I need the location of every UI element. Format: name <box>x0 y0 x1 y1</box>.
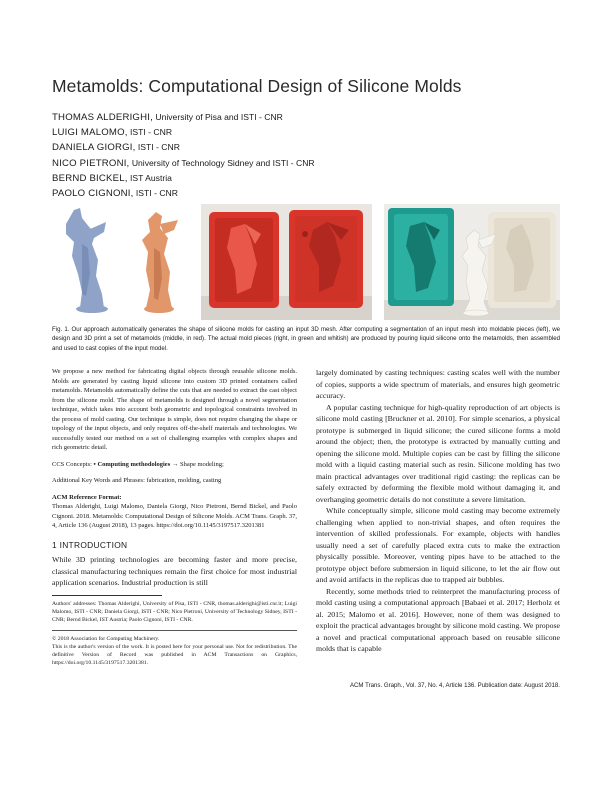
author-line <box>52 125 315 140</box>
segmented-statue-image <box>52 204 197 320</box>
authors-addresses-footnote: Authors' addresses: Thomas Alderighi, University of Pisa, ISTI - CNR, thomas.alderighi@isti.cnr.it; Luigi Malomo, ISTI - CNR; Daniela Giorgi, ISTI - CNR; Nico Pietroni, University of Technology Sidney, ISTI - CNR; Bernd Bickel, IST Austria; Paolo Cignoni, ISTI - CNR. <box>52 600 297 623</box>
ccs-concepts <box>52 460 297 470</box>
author-name: THOMAS ALDERIGHI, <box>52 112 153 123</box>
left-column <box>52 367 297 673</box>
body-paragraph: largely dominated by casting techniques: casting scales well with the number of copies, supports a wide spectrum of materials, and ensures high geometric accuracy. <box>316 368 560 400</box>
figure-caption: Fig. 1. Our approach automatically generates the shape of silicone molds for casting an input 3D mesh. After computing a segmentation of an input mesh into moldable pieces (left), we design and 3D print a set of metamolds (middle, in red). The actual mold pieces (right, in green and whitish) are produced by pouring liquid silicone onto the metamolds, then assembled and used to cast copies of the input model. <box>52 326 560 352</box>
footnote-divider <box>52 595 162 596</box>
section-heading: 1 INTRODUCTION <box>52 539 128 550</box>
abstract: We propose a new method for fabricating digital objects through reusable silicone molds. Molds are generated by casting liquid silicone into custom 3D printed containers called metamolds. Metamolds automatically define the cuts that are needed to extract the cast object from the silicone mold. The shape of metamolds is designed through a novel segmentation technique, which takes into account both geometric and topological constraints involved in the process of mold casting. Our technique is simple, does not require changing the shape or topology of the input objects, and only requires off-the-shelf materials and technologies. We successfully tested our method on a set of challenging examples with complex shapes and rich geometric detail. <box>52 368 297 451</box>
reference-format-text: Thomas Alderighi, Luigi Malomo, Daniela Giorgi, Nico Pietroni, Bernd Bickel, and Paolo Cignoni. 2018. Metamolds: Computational Design of Silicone Molds. ACM Trans. Graph. 37, 4, Article 136 (August 2018), 13 pages. https://doi.org/10.1145/3197517.3201381 <box>52 503 297 529</box>
ccs-detail: → Shape modeling; <box>170 460 224 468</box>
metamolds-photo <box>201 204 372 320</box>
author-affiliation: ISTI - CNR <box>135 142 180 153</box>
body-paragraph: A popular casting technique for high-quality reproduction of art objects is silicone mold casting [Bruckner et al. 2010]. For simple scenarios, a physical prototype is submerged in liquid silicone; the cured silicone forms a mold around the object; then, the prototype is extracted by manually cutting and opening the silicone mold. Multiple copies can be cast by filling the silicone mold with a liquid casting material such as resin. Silicone molding has two main practical advantages over traditional rigid casting: the replicas can be safely extracted by deforming the flexible mold without damaging it, and overhanging geometric details do not constitute a severe limitation. <box>316 402 560 504</box>
author-affiliation: University of Pisa and ISTI - CNR <box>152 112 283 122</box>
author-affiliation: ISTI - CNR <box>133 188 178 199</box>
author-line <box>52 156 315 171</box>
author-line <box>52 186 315 201</box>
author-name: NICO PIETRONI, <box>52 157 130 169</box>
teaser-figure <box>52 204 560 320</box>
ccs-category: • Computing methodologies <box>93 460 171 468</box>
author-name: DANIELA GIORGI, <box>52 142 136 154</box>
right-column <box>316 367 560 655</box>
author-affiliation: University of Technology Sidney and ISTI - CNR <box>129 157 315 168</box>
version-notice: This is the author's version of the work. It is posted here for your personal use. Not for redistribution. The definitive Version of Record was published in ACM Transactions on Graphics, https://doi.org/10.1145/3197517.3201381. <box>52 643 297 667</box>
body-paragraph: While conceptually simple, silicone mold casting may become extremely challenging when applied to non-trivial shapes, and often requires the intervention of skilled professionals. For example, objects with handles usually need a set of carefully placed extra cuts to make the extraction physically possible. Moreover, venting pipes have to be attached to the prototype object before submersion in liquid silicone, to let the air flow out and avoid artifacts in the replicas due to trapped air bubbles. <box>316 506 560 584</box>
intro-paragraph: While 3D printing technologies are becoming faster and more precise, classical manufacturing techniques remain the first choice for most industrial application scenarios. Industrial production is still <box>52 555 297 587</box>
ccs-label: CCS Concepts: <box>52 460 94 468</box>
author-name: BERND BICKEL, <box>52 172 128 184</box>
author-line <box>52 171 315 186</box>
body-paragraph: Recently, some methods tried to reinterpret the manufacturing process of mold casting using a computational approach [Babaei et al. 2017; Herholz et al. 2015; Malomo et al. 2016]. However, none of them was designed to exploit the practical advantages brought by silicone mold casting. We propose a novel and practical computational approach based on reusable silicone molds that is capable <box>316 586 560 653</box>
author-line <box>52 110 315 125</box>
author-affiliation: ISTI - CNR <box>127 127 173 138</box>
reference-format-heading: ACM Reference Format: <box>52 493 122 501</box>
author-line <box>52 140 315 155</box>
footnote-separator <box>52 630 297 631</box>
author-name: LUIGI MALOMO, <box>52 127 128 139</box>
page-footer: ACM Trans. Graph., Vol. 37, No. 4, Article 136. Publication date: August 2018. <box>349 682 560 689</box>
author-affiliation: IST Austria <box>127 172 172 183</box>
copyright-notice: © 2018 Association for Computing Machinery. <box>52 635 160 642</box>
silicone-molds-photo <box>384 204 560 320</box>
keywords: Additional Key Words and Phrases: fabrication, molding, casting <box>52 477 222 484</box>
paper-title: Metamolds: Computational Design of Silicone Molds <box>52 76 462 96</box>
author-name: PAOLO CIGNONI, <box>52 188 134 200</box>
author-list <box>52 110 315 201</box>
